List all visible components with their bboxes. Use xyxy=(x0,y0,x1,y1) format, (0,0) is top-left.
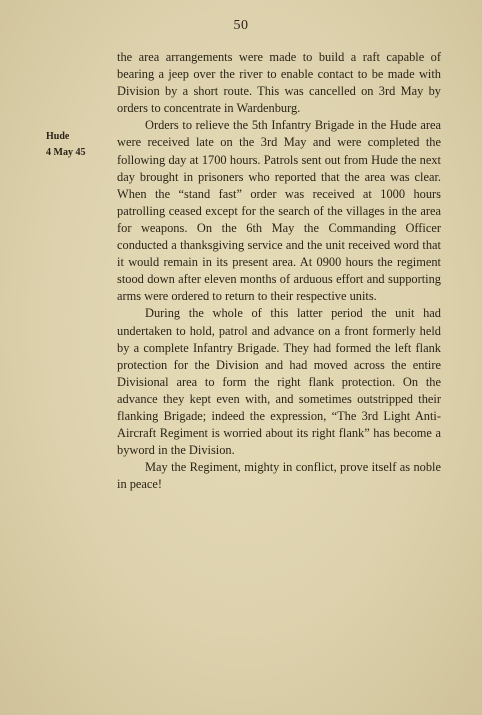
paragraph-flank-protection: During the whole of this latter period the unit had undertaken to hold, patrol and advance on a front formerly held by a complete Infantry Brigade. They had formed the left flank protection for the Division and had moved across the entire Divisional area to form the right flank protection. On the advance they kept even with, and sometimes outstripped their flanking Brigade; indeed the expression, “The 3rd Light Anti-Aircraft Regiment is worried about its right flank” has become a byword in the Division. xyxy=(117,306,441,458)
paragraph-hude-relief: Orders to relieve the 5th Infantry Brigade in the Hude area were received late on the 3rd May and were completed the following day at 1700 hours. Patrols sent out from Hude the next day brought in prisoners who reported that the area was clear. When the “stand fast” order was received at 1000 hours patrolling ceased except for the search of the villages in the area for weapons. On the 6th May the Commanding Officer conducted a thanksgiving service and the unit received word that it would remain in its present area. At 0900 hours the regiment stood down after eleven months of arduous effort and supporting arms were ordered to return to their respective units. xyxy=(117,118,441,304)
margin-note-date: 4 May 45 xyxy=(46,147,86,158)
page-number: 50 xyxy=(233,18,249,33)
body-text xyxy=(117,49,441,493)
margin-note xyxy=(46,129,85,161)
paragraph-continuation: the area arrangements were made to build a raft capable of bearing a jeep over the river to enable contact to be made with Division by a short route. This was cancelled on 3rd May by orders to concentrate in Wardenburg. xyxy=(117,50,441,116)
paragraph-closing-wish: May the Regiment, mighty in conflict, prove itself as noble in peace! xyxy=(117,460,441,492)
margin-note-place: Hude xyxy=(46,131,70,142)
